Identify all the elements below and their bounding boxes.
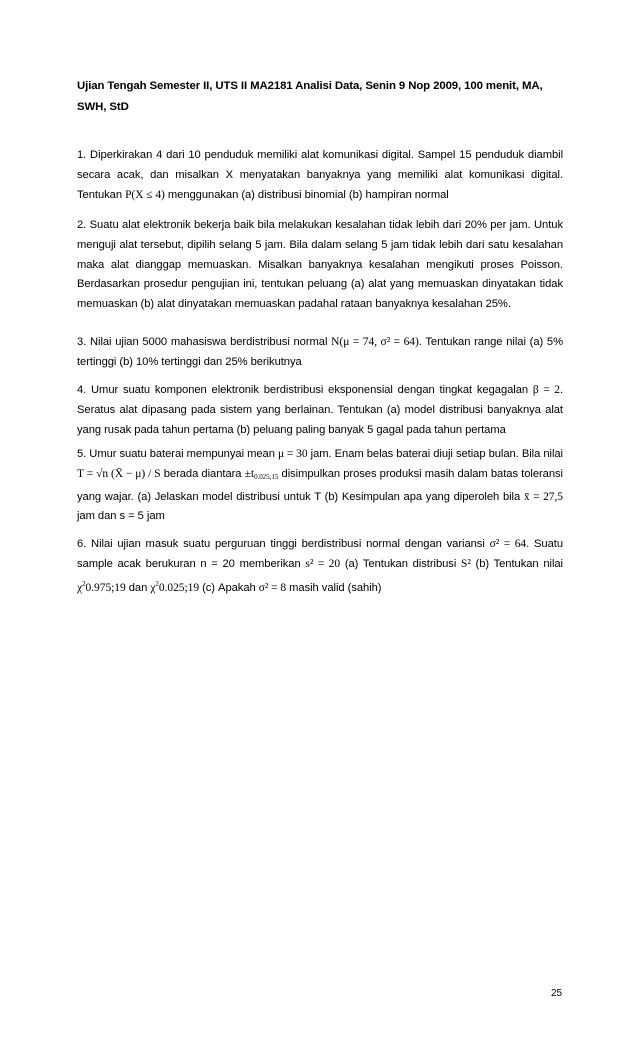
q6-text-f: (c) Apakah xyxy=(199,581,259,594)
q6-chi2-subscript: 0.025;19 xyxy=(158,581,200,594)
question-5 xyxy=(77,445,563,527)
q6-formula-S2: S² xyxy=(461,557,471,570)
q4-text-a: 4. Umur suatu komponen elektronik berdistribusi eksponensial dengan tingkat kegagalan xyxy=(77,384,533,396)
question-1 xyxy=(77,146,563,205)
q5-t-crit-subscript: 0.025;15 xyxy=(254,472,279,481)
question-4 xyxy=(77,381,563,440)
q5-text-d: disimpulkan proses produksi masih dalam batas toleransi yang wajar. (a) Jelaskan model distribusi untuk T (b) Kesimpulan apa yang diperoleh bila xyxy=(77,467,563,503)
q6-chi-square-2: $\chi^20.025;19$ xyxy=(150,579,200,594)
q5-text-a: 5. Umur suatu baterai mempunyai mean xyxy=(77,448,278,460)
q5-text-b: jam. Enam belas baterai diuji setiap bulan. Bila nilai xyxy=(307,448,563,460)
q5-t-crit-symbol: ±t xyxy=(244,467,255,480)
q1-text-b: menggunakan (a) distribusi binomial (b) hampiran normal xyxy=(164,188,449,201)
q6-text-c: (a) Tentukan distribusi xyxy=(340,557,462,570)
q3-text-b: . Tentukan range nilai (a) 5% tertinggi (b) 10% tertinggi dan 25% berikutnya xyxy=(77,336,563,368)
q5-text-e: jam dan s = 5 jam xyxy=(77,510,165,523)
q4-formula: β = 2 xyxy=(532,384,560,396)
q5-formula-t: T = √n (X̄ − μ) / S xyxy=(77,467,161,480)
q4-text-b: . Seratus alat dipasang pada sistem yang berlainan. Tentukan (a) model distribusi banyaknya alat yang rusak pada tahun pertama (b) peluang paling banyak 5 gagal pada tahun pertama xyxy=(77,384,563,436)
q6-formula-s2: s² = 20 xyxy=(305,557,341,570)
q6-text-e: dan xyxy=(125,581,151,594)
exam-title: Ujian Tengah Semester II, UTS II MA2181 Analisi Data, Senin 9 Nop 2009, 100 menit, MA, SWH, StD xyxy=(77,80,543,113)
q6-formula-sigma8: σ² = 8 xyxy=(258,581,287,594)
question-6 xyxy=(77,535,563,598)
q6-chi-square-1: $\chi^20.975;19$ xyxy=(77,579,126,594)
q5-formula-mean: μ = 30 xyxy=(277,448,308,460)
q6-formula-variance: σ² = 64 xyxy=(489,538,527,550)
q6-text-b: . Suatu sample acak berukuran n = 20 memberikan xyxy=(77,538,563,570)
q6-text-a: 6. Nilai ujian masuk suatu perguruan tinggi berdistribusi normal dengan variansi xyxy=(77,538,490,550)
q6-text-d: (b) Tentukan nilai xyxy=(470,557,563,570)
q1-formula: P(X ≤ 4) xyxy=(125,188,165,201)
q5-formula-t-crit xyxy=(245,468,279,480)
question-3 xyxy=(77,333,563,373)
q6-chi1-subscript: 0.975;19 xyxy=(85,581,126,594)
question-2: 2. Suatu alat elektronik bekerja baik bila melakukan kesalahan tidak lebih dari 20% per jam. Untuk menguji alat tersebut, dipilih selang 5 jam. Bila dalam selang 5 jam tidak lebih dari satu kesalahan maka alat dianggap memuaskan. Misalkan banyaknya kesalahan mengikuti proses Poisson. Berdasarkan prosedur pengujian ini, tentukan peluang (a) alat yang memuaskan dinyatakan tidak memuaskan (b) alat dinyatakan memuaskan padahal rataan banyaknya kesalahan 25%. xyxy=(77,219,563,311)
q5-formula-xbar: x̄ = 27,5 xyxy=(523,490,563,503)
q3-formula: N(μ = 74, σ² = 64) xyxy=(331,336,419,348)
q6-text-g: masih valid (sahih) xyxy=(286,581,382,594)
q1-text-a: 1. Diperkirakan 4 dari 10 penduduk memiliki alat komunikasi digital. Sampel 15 penduduk diambil secara acak, dan misalkan X menyatakan banyaknya yang memiliki alat komunikasi digital. Tentukan xyxy=(77,149,563,201)
q3-text-a: 3. Nilai ujian 5000 mahasiswa berdistribusi normal xyxy=(77,336,332,348)
q5-text-c: berada diantara xyxy=(160,467,245,480)
page-number: 25 xyxy=(551,988,563,999)
